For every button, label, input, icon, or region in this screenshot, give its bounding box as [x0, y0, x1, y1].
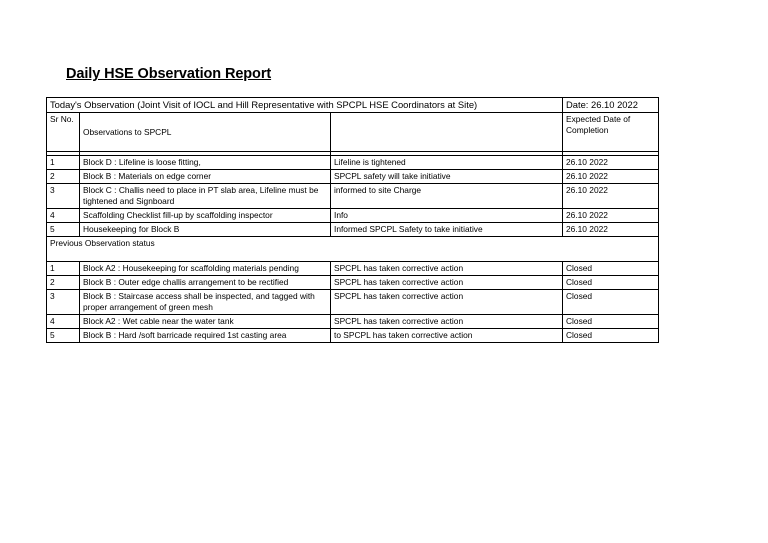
- observation-cell: Scaffolding Checklist fill-up by scaffolding inspector: [80, 209, 331, 223]
- status-cell: Closed: [563, 276, 659, 290]
- date-cell: 26.10 2022: [563, 156, 659, 170]
- observation-cell: Block D : Lifeline is loose fitting,: [80, 156, 331, 170]
- table-row: [47, 290, 659, 315]
- sr-cell: 3: [47, 184, 80, 209]
- sr-cell: 1: [47, 156, 80, 170]
- table-row: [47, 223, 659, 237]
- table-row: [47, 184, 659, 209]
- page-title: Daily HSE Observation Report: [66, 66, 272, 82]
- observation-cell: Block B : Hard /soft barricade required 1st casting area: [80, 329, 331, 343]
- date-cell: 26.10 2022: [563, 170, 659, 184]
- table-row: [47, 209, 659, 223]
- status-cell: Closed: [563, 262, 659, 276]
- sr-cell: 3: [47, 290, 80, 315]
- table-row: [47, 315, 659, 329]
- observation-cell: Block B : Staircase access shall be inspected, and tagged with proper arrangement of green mesh: [80, 290, 331, 315]
- section-row: [47, 237, 659, 262]
- observation-cell: Block B : Outer edge challis arrangement to be rectified: [80, 276, 331, 290]
- table-row: [47, 262, 659, 276]
- table-row: [47, 156, 659, 170]
- action-cell: SPCPL has taken corrective action: [331, 315, 563, 329]
- status-cell: Closed: [563, 329, 659, 343]
- action-header: [331, 113, 563, 152]
- observation-cell: Block A2 : Wet cable near the water tank: [80, 315, 331, 329]
- observation-cell: Housekeeping for Block B: [80, 223, 331, 237]
- observation-cell: Block B : Materials on edge corner: [80, 170, 331, 184]
- date-cell: 26.10 2022: [563, 184, 659, 209]
- observation-table: [46, 97, 659, 343]
- action-cell: SPCPL has taken corrective action: [331, 262, 563, 276]
- observations-header: Observations to SPCPL: [80, 113, 331, 152]
- sr-cell: 2: [47, 170, 80, 184]
- date-cell: 26.10 2022: [563, 223, 659, 237]
- table-row: [47, 329, 659, 343]
- table-row: [47, 170, 659, 184]
- action-cell: Lifeline is tightened: [331, 156, 563, 170]
- previous-observation-title: Previous Observation status: [47, 237, 659, 262]
- action-cell: informed to site Charge: [331, 184, 563, 209]
- status-cell: Closed: [563, 315, 659, 329]
- status-cell: Closed: [563, 290, 659, 315]
- report-date-cell: Date: 26.10 2022: [563, 98, 659, 113]
- action-cell: SPCPL has taken corrective action: [331, 276, 563, 290]
- action-cell: SPCPL has taken corrective action: [331, 290, 563, 315]
- date-cell: 26.10 2022: [563, 209, 659, 223]
- sr-cell: 4: [47, 209, 80, 223]
- column-header-row: [47, 113, 659, 152]
- action-cell: to SPCPL has taken corrective action: [331, 329, 563, 343]
- observation-cell: Block A2 : Housekeeping for scaffolding materials pending: [80, 262, 331, 276]
- observation-cell: Block C : Challis need to place in PT slab area, Lifeline must be tightened and Signboard: [80, 184, 331, 209]
- expected-date-header: Expected Date of Completion: [563, 113, 659, 152]
- action-cell: Info: [331, 209, 563, 223]
- table-header-row: [47, 98, 659, 113]
- action-cell: SPCPL safety will take initiative: [331, 170, 563, 184]
- table-row: [47, 276, 659, 290]
- sr-cell: 5: [47, 329, 80, 343]
- sr-cell: 1: [47, 262, 80, 276]
- sr-cell: 2: [47, 276, 80, 290]
- sr-cell: 5: [47, 223, 80, 237]
- observation-title-cell: Today's Observation (Joint Visit of IOCL and Hill Representative with SPCPL HSE Coordinators at Site): [47, 98, 563, 113]
- sr-cell: 4: [47, 315, 80, 329]
- action-cell: Informed SPCPL Safety to take initiative: [331, 223, 563, 237]
- sr-no-header: Sr No.: [47, 113, 80, 152]
